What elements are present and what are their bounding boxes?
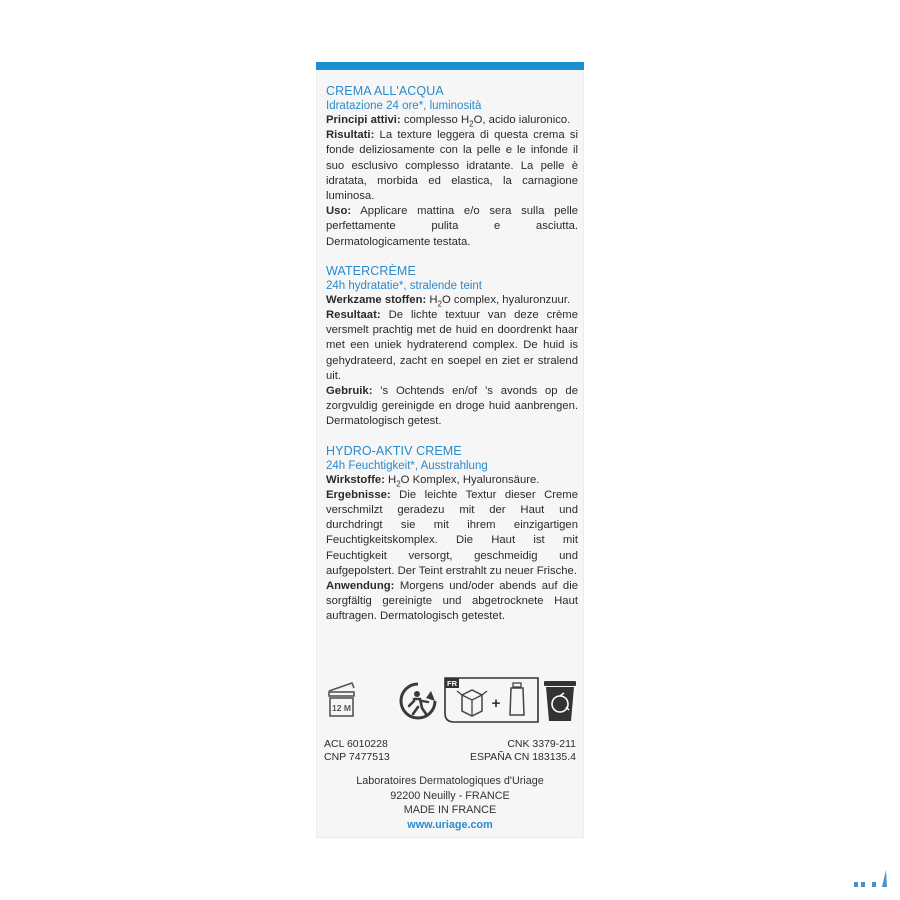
pao-label: 12 M: [332, 703, 351, 713]
section-italian: [326, 84, 578, 250]
triman-recycling-icon: [398, 681, 438, 721]
paragraph-text: H: [426, 293, 438, 306]
section-title: CREMA ALL'ACQUA: [326, 84, 444, 98]
sorting-info-panel: [444, 677, 578, 723]
tube-icon: [510, 683, 524, 715]
paragraph-text: Morgens und/oder abends auf die sorgfältig gereinigte und abgetrocknete Haut auftragen. Dermatologisch getestet.: [326, 580, 578, 623]
manufacturer-address: [316, 774, 584, 832]
paragraph-label: Werkzame stoffen:: [326, 293, 427, 306]
section-dutch: [326, 264, 578, 430]
section-title: HYDRO-AKTIV CREME: [326, 443, 462, 458]
watermark-marks-icon: [852, 866, 892, 890]
section-title: WATERCRÈME: [326, 263, 416, 278]
paragraph-text: Die leichte Textur dieser Creme verschmilzt geradezu mit der Haut und durchdringt sie mit ihrem einzigartigen Feuchtigkeitskomplex. Die Haut ist mit Feuchtigkeit versorgt, geschmeidig und aufgepolstert. Der Teint erstrahlt zu neuer Frische.: [326, 488, 578, 577]
paragraph-text: 's Ochtends en/of 's avonds op de zorgvuldig gereinigde en droge huid aanbrengen. Dermatologisch getest.: [326, 385, 578, 428]
cnp-code: CNP 7477513: [324, 751, 390, 763]
section-subtitle: Idratazione 24 ore*, luminosità: [326, 100, 482, 112]
paragraph-text: O complex, hyaluronzuur.: [442, 293, 571, 306]
cnk-code: CNK 3379-211: [507, 738, 576, 750]
triman-country: FR: [447, 679, 457, 688]
paragraph-results: [326, 308, 578, 384]
product-label-panel: [316, 62, 584, 838]
paragraph-usage: [326, 204, 578, 250]
subscript: 2: [469, 119, 474, 129]
paragraph-usage: [326, 579, 578, 625]
paragraph-text: De lichte textuur van deze crème versmelt prachtig met de huid en doordrenkt haar met een uniek hydraterend complex. De huid is gehydrateerd, zacht en soepel en ziet er stralend uit.: [326, 309, 578, 382]
paragraph-label: Uso:: [326, 205, 352, 218]
section-subtitle: 24h Feuchtigkeit*, Ausstrahlung: [326, 459, 488, 472]
period-after-opening-icon: [326, 679, 358, 719]
acl-code: ACL 6010228: [324, 738, 388, 750]
section-subtitle: 24h hydratatie*, stralende teint: [326, 279, 482, 292]
website-link[interactable]: www.uriage.com: [407, 818, 493, 831]
paragraph-text: Applicare mattina e/o sera sulla pelle perfettamente pulita e asciutta. Dermatologicamente testata.: [326, 205, 578, 248]
paragraph-label: Ergebnisse:: [326, 488, 391, 501]
codes-right: [470, 738, 576, 764]
paragraph-text: O, acido ialuronico.: [473, 114, 571, 126]
paragraph-text: H: [384, 473, 397, 486]
paragraph-active-ingredients: [326, 293, 578, 308]
carton-box-icon: [457, 690, 487, 716]
subscript: 2: [437, 299, 442, 309]
label-content: [326, 84, 578, 639]
paragraph-usage: [326, 384, 578, 430]
paragraph-label: Principi attivi:: [326, 114, 401, 126]
paragraph-label: Resultaat:: [326, 309, 381, 322]
paragraph-label: Wirkstoffe:: [326, 473, 385, 486]
plus-sign: +: [491, 695, 501, 712]
paragraph-active-ingredients: [326, 113, 578, 128]
paragraph-label: Gebruik:: [326, 385, 373, 398]
paragraph-results: [326, 488, 578, 579]
section-german: [326, 444, 578, 625]
company-name: Laboratoires Dermatologiques d'Uriage: [356, 775, 544, 787]
paragraph-text: O Komplex, Hyaluronsäure.: [400, 473, 540, 486]
paragraph-text: complesso H: [400, 114, 470, 126]
subscript: 2: [396, 478, 401, 488]
paragraph-results: [326, 128, 578, 204]
paragraph-active-ingredients: [326, 473, 578, 488]
company-city: 92200 Neuilly - FRANCE: [390, 789, 510, 802]
paragraph-text: La texture leggera di questa crema si fonde deliziosamente con la pelle e le infonde il suo esclusivo complesso idratante. La pelle è idratata, morbida ed elastica, la carnagione luminosa.: [326, 129, 578, 203]
paragraph-label: Anwendung:: [326, 580, 395, 593]
codes-left: [324, 738, 390, 764]
espana-code: ESPAÑA CN 183135.4: [469, 751, 576, 763]
paragraph-label: Risultati:: [326, 129, 375, 142]
packaging-symbols: [326, 677, 578, 723]
recycling-bin-icon: [544, 681, 576, 721]
top-accent-bar: [316, 62, 584, 70]
made-in: MADE IN FRANCE: [403, 804, 497, 816]
